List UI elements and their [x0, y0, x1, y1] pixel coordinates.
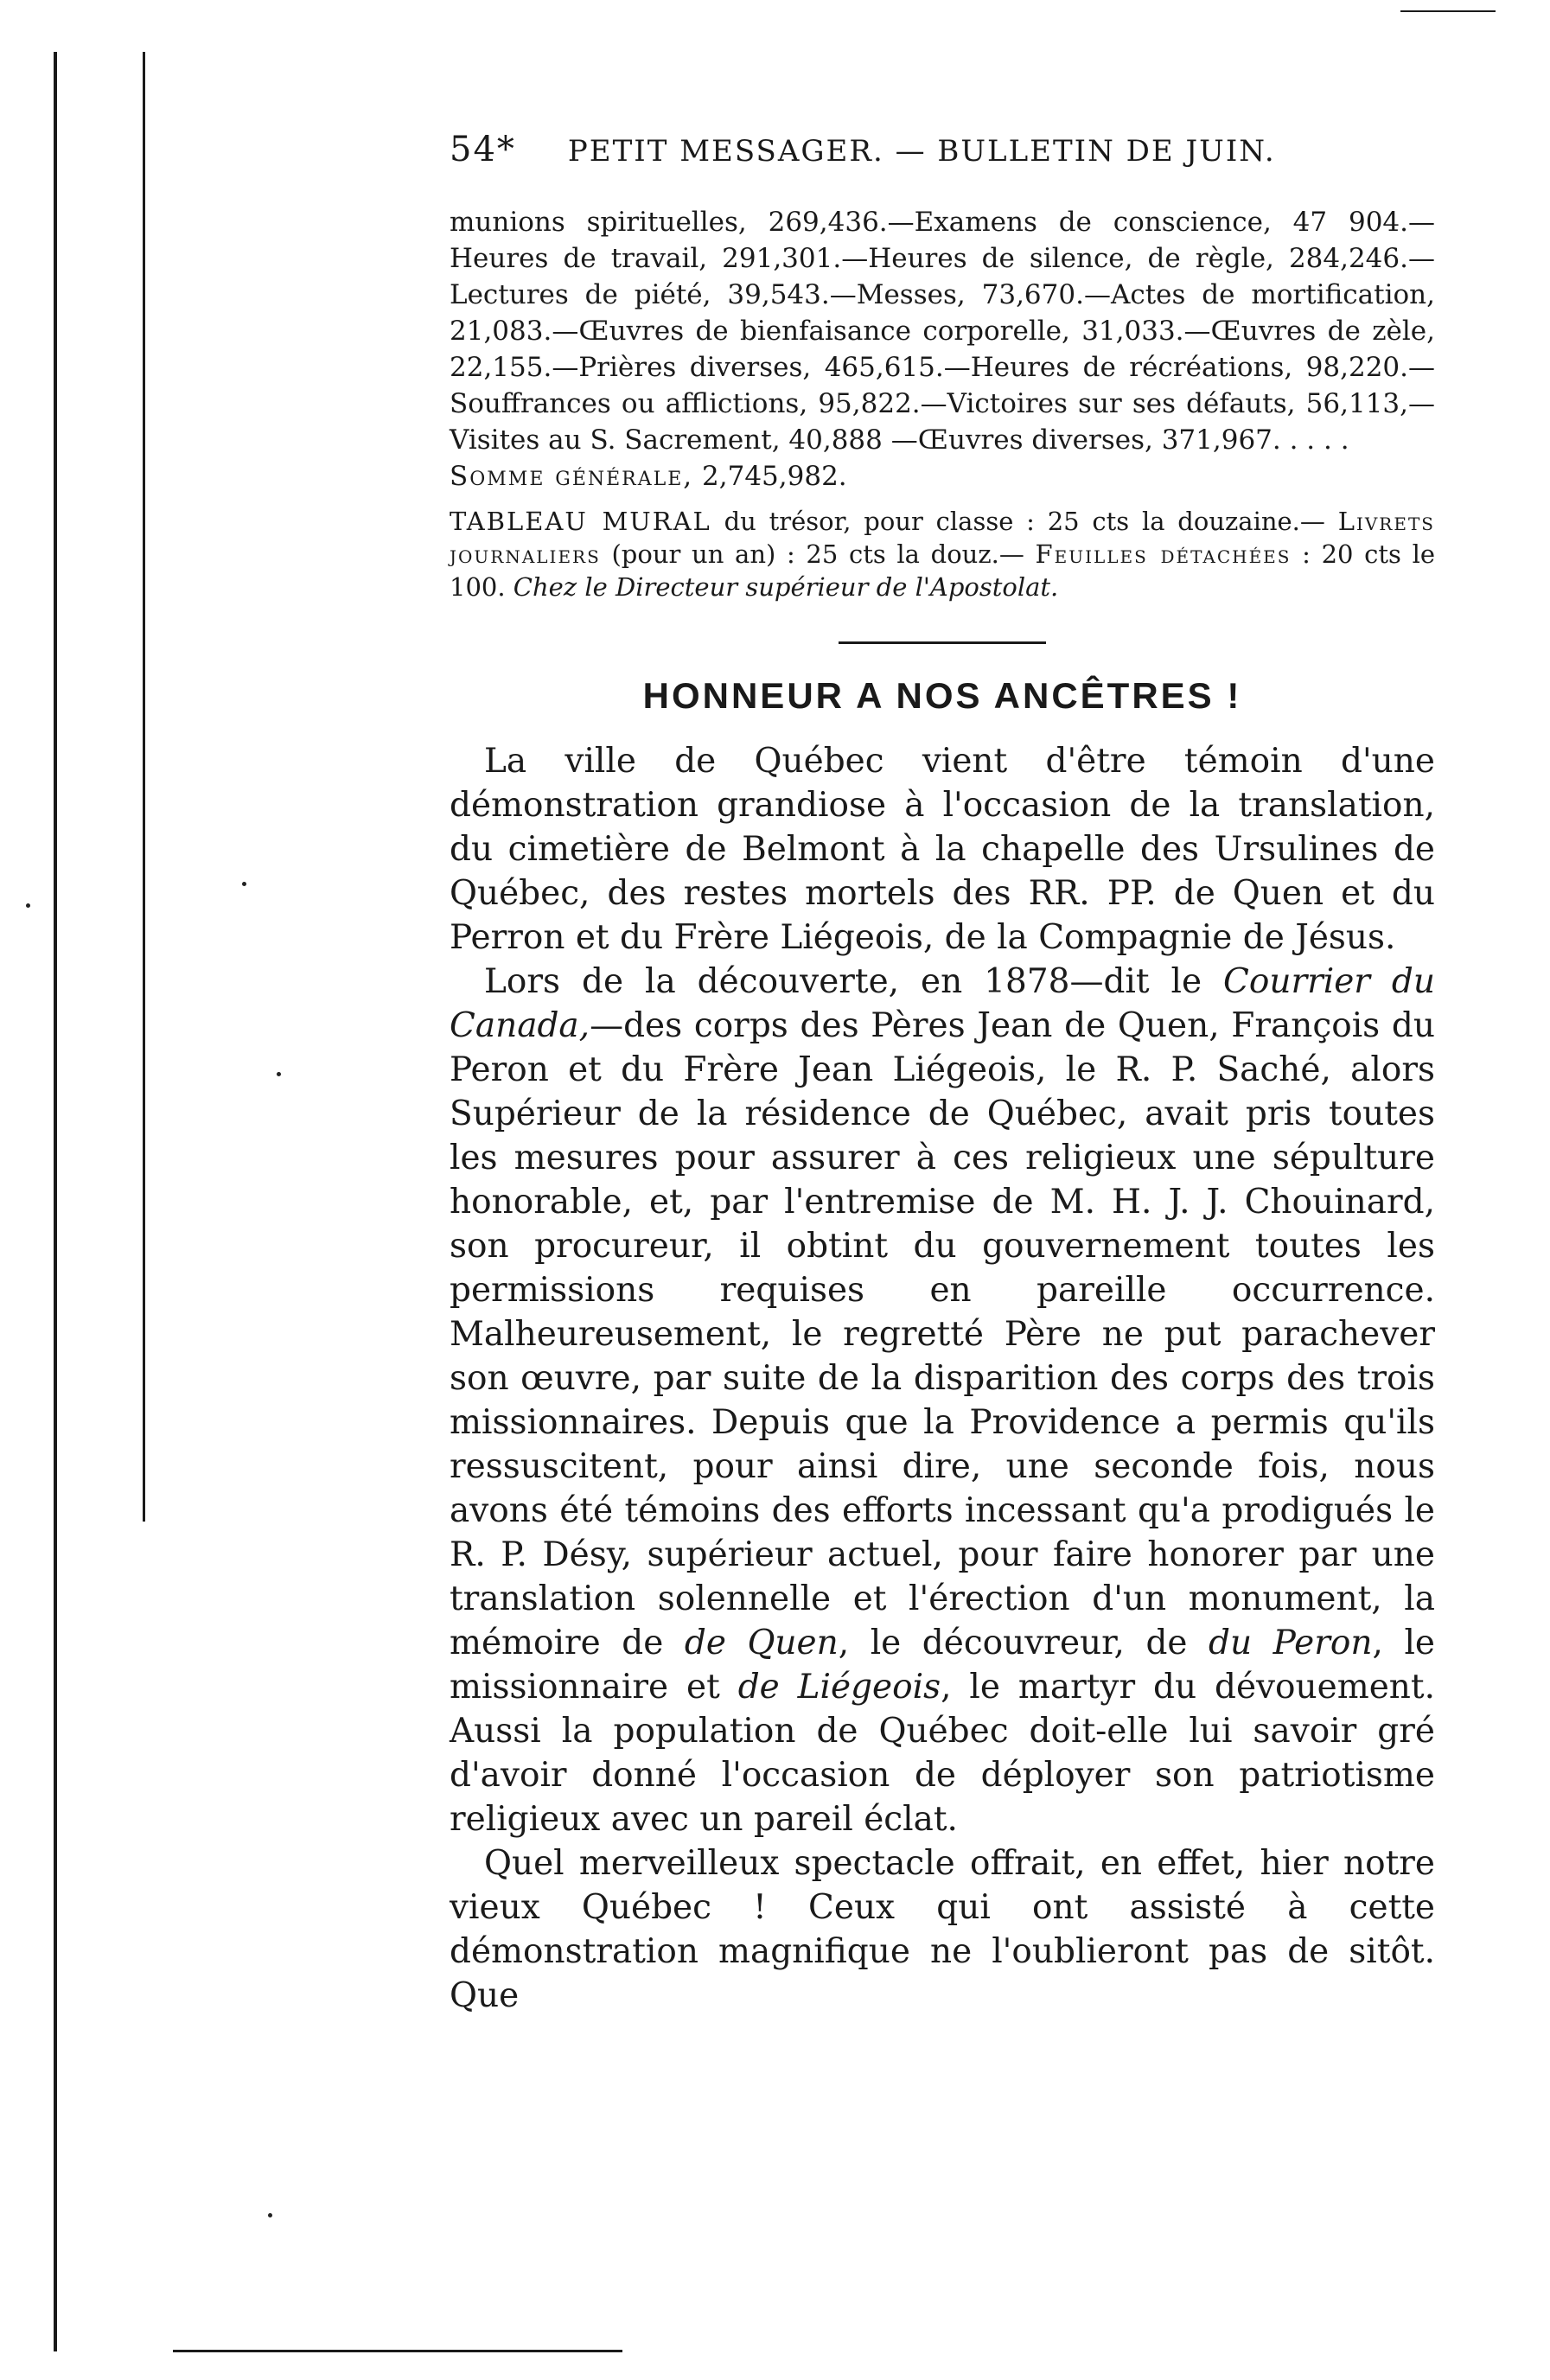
paragraph-2-text-d: , le missionnaire et: [450, 1624, 1435, 1707]
scan-speck: [26, 903, 30, 908]
running-title: PETIT MESSAGER. — BULLETIN DE JUIN.: [567, 134, 1276, 169]
scan-mark-top: [1400, 10, 1496, 12]
total-label: Somme générale,: [450, 461, 694, 492]
tableau-text-1: du trésor, pour classe : 25 cts la douzaine.—: [724, 507, 1325, 536]
total-value: 2,745,982.: [702, 461, 847, 492]
feuilles-label: Feuilles détachées: [1035, 539, 1292, 569]
tableau-address: Chez le Directeur supérieur de l'Apostolat.: [513, 572, 1059, 602]
paragraph-2-text-e: , le martyr du dévouement. Aussi la population de Québec doit-elle lui savoir gré d'avoir donné l'occasion de déployer son patriotisme religieux avec un pareil éclat.: [450, 1668, 1435, 1839]
page-content: [450, 130, 1435, 2018]
scan-speck: [268, 2213, 272, 2217]
total-line: [450, 458, 1435, 495]
tableau-text-2: (pour un an) : 25 cts la douz.—: [611, 539, 1024, 569]
running-head: [450, 130, 1435, 169]
article-title: HONNEUR A NOS ANCÊTRES !: [642, 675, 1242, 716]
paragraph-1: La ville de Québec vient d'être témoin d'une démonstration grandiose à l'occasion de la translation, du cimetière de Belmont à la chapelle des Ursulines de Québec, des restes mortels des RR. PP. de Quen et du Perron et du Frère Liégeois, de la Compagnie de Jésus.: [450, 742, 1435, 957]
tableau-label: TABLEAU MURAL: [450, 507, 711, 536]
paragraph-2: [450, 960, 1435, 1841]
paragraph-3: Quel merveilleux spectacle offrait, en effet, hier notre vieux Québec ! Ceux qui ont assisté à cette démonstration magnifique ne l'oublieront pas de sitôt. Que: [450, 1844, 1435, 2015]
scan-border-left-inner: [143, 52, 145, 1522]
tableau-text-3: : 20 cts le 100.: [450, 539, 1436, 602]
journal-name: Courrier du Canada,: [450, 962, 1435, 1045]
name-du-peron: du Peron: [1209, 1624, 1373, 1662]
scan-speck: [242, 882, 246, 886]
paragraph-2-text-a: Lors de la découverte, en 1878—dit le: [484, 962, 1224, 1001]
paragraph-2-text-c: , le découvreur, de: [838, 1624, 1209, 1662]
article-body: [450, 739, 1435, 2018]
scan-border-left: [54, 52, 57, 2351]
section-divider: [839, 641, 1046, 644]
name-de-quen: de Quen: [684, 1624, 839, 1662]
statistics-block: [450, 204, 1435, 495]
scan-border-bottom: [173, 2350, 622, 2352]
livrets-label: Livrets journaliers: [450, 507, 1436, 569]
tableau-notice: [450, 505, 1435, 603]
paragraph-2-text-b: —des corps des Pères Jean de Quen, François du Peron et du Frère Jean Liégeois, le R. P. Saché, alors Supérieur de la résidence de Québec, avait pris toutes les mesures pour assurer à ces religieux une sépulture honorable, et, par l'entremise de M. H. J. J. Chouinard, son procureur, il obtint du gouvernement toutes les permissions requises en pareille occurrence. Malheureusement, le regretté Père ne put parachever son œuvre, par suite de la disparition des corps des trois missionnaires. Depuis que la Providence a permis qu'ils ressuscitent, pour ainsi dire, une seconde fois, nous avons été témoins des efforts incessant qu'a prodigués le R. P. Désy, supérieur actuel, pour faire honorer par une translation solennelle et l'érection d'un monument, la mémoire de: [450, 1006, 1435, 1662]
statistics-text: munions spirituelles, 269,436.—Examens de conscience, 47 904.—Heures de travail, 291,301.—Heures de silence, de règle, 284,246.—Lectures de piété, 39,543.—Messes, 73,670.—Actes de mortification, 21,083.—Œuvres de bienfaisance corporelle, 31,033.—Œuvres de zèle, 22,155.—Prières diverses, 465,615.—Heures de récréations, 98,220.—Souffrances ou afflictions, 95,822.—Victoires sur ses défauts, 56,113,—Visites au S. Sacrement, 40,888 —Œuvres diverses, 371,967. . . . .: [450, 207, 1435, 456]
page-number: 54*: [450, 130, 516, 169]
scan-speck: [277, 1072, 281, 1076]
name-de-liegeois: de Liégeois: [737, 1668, 941, 1707]
